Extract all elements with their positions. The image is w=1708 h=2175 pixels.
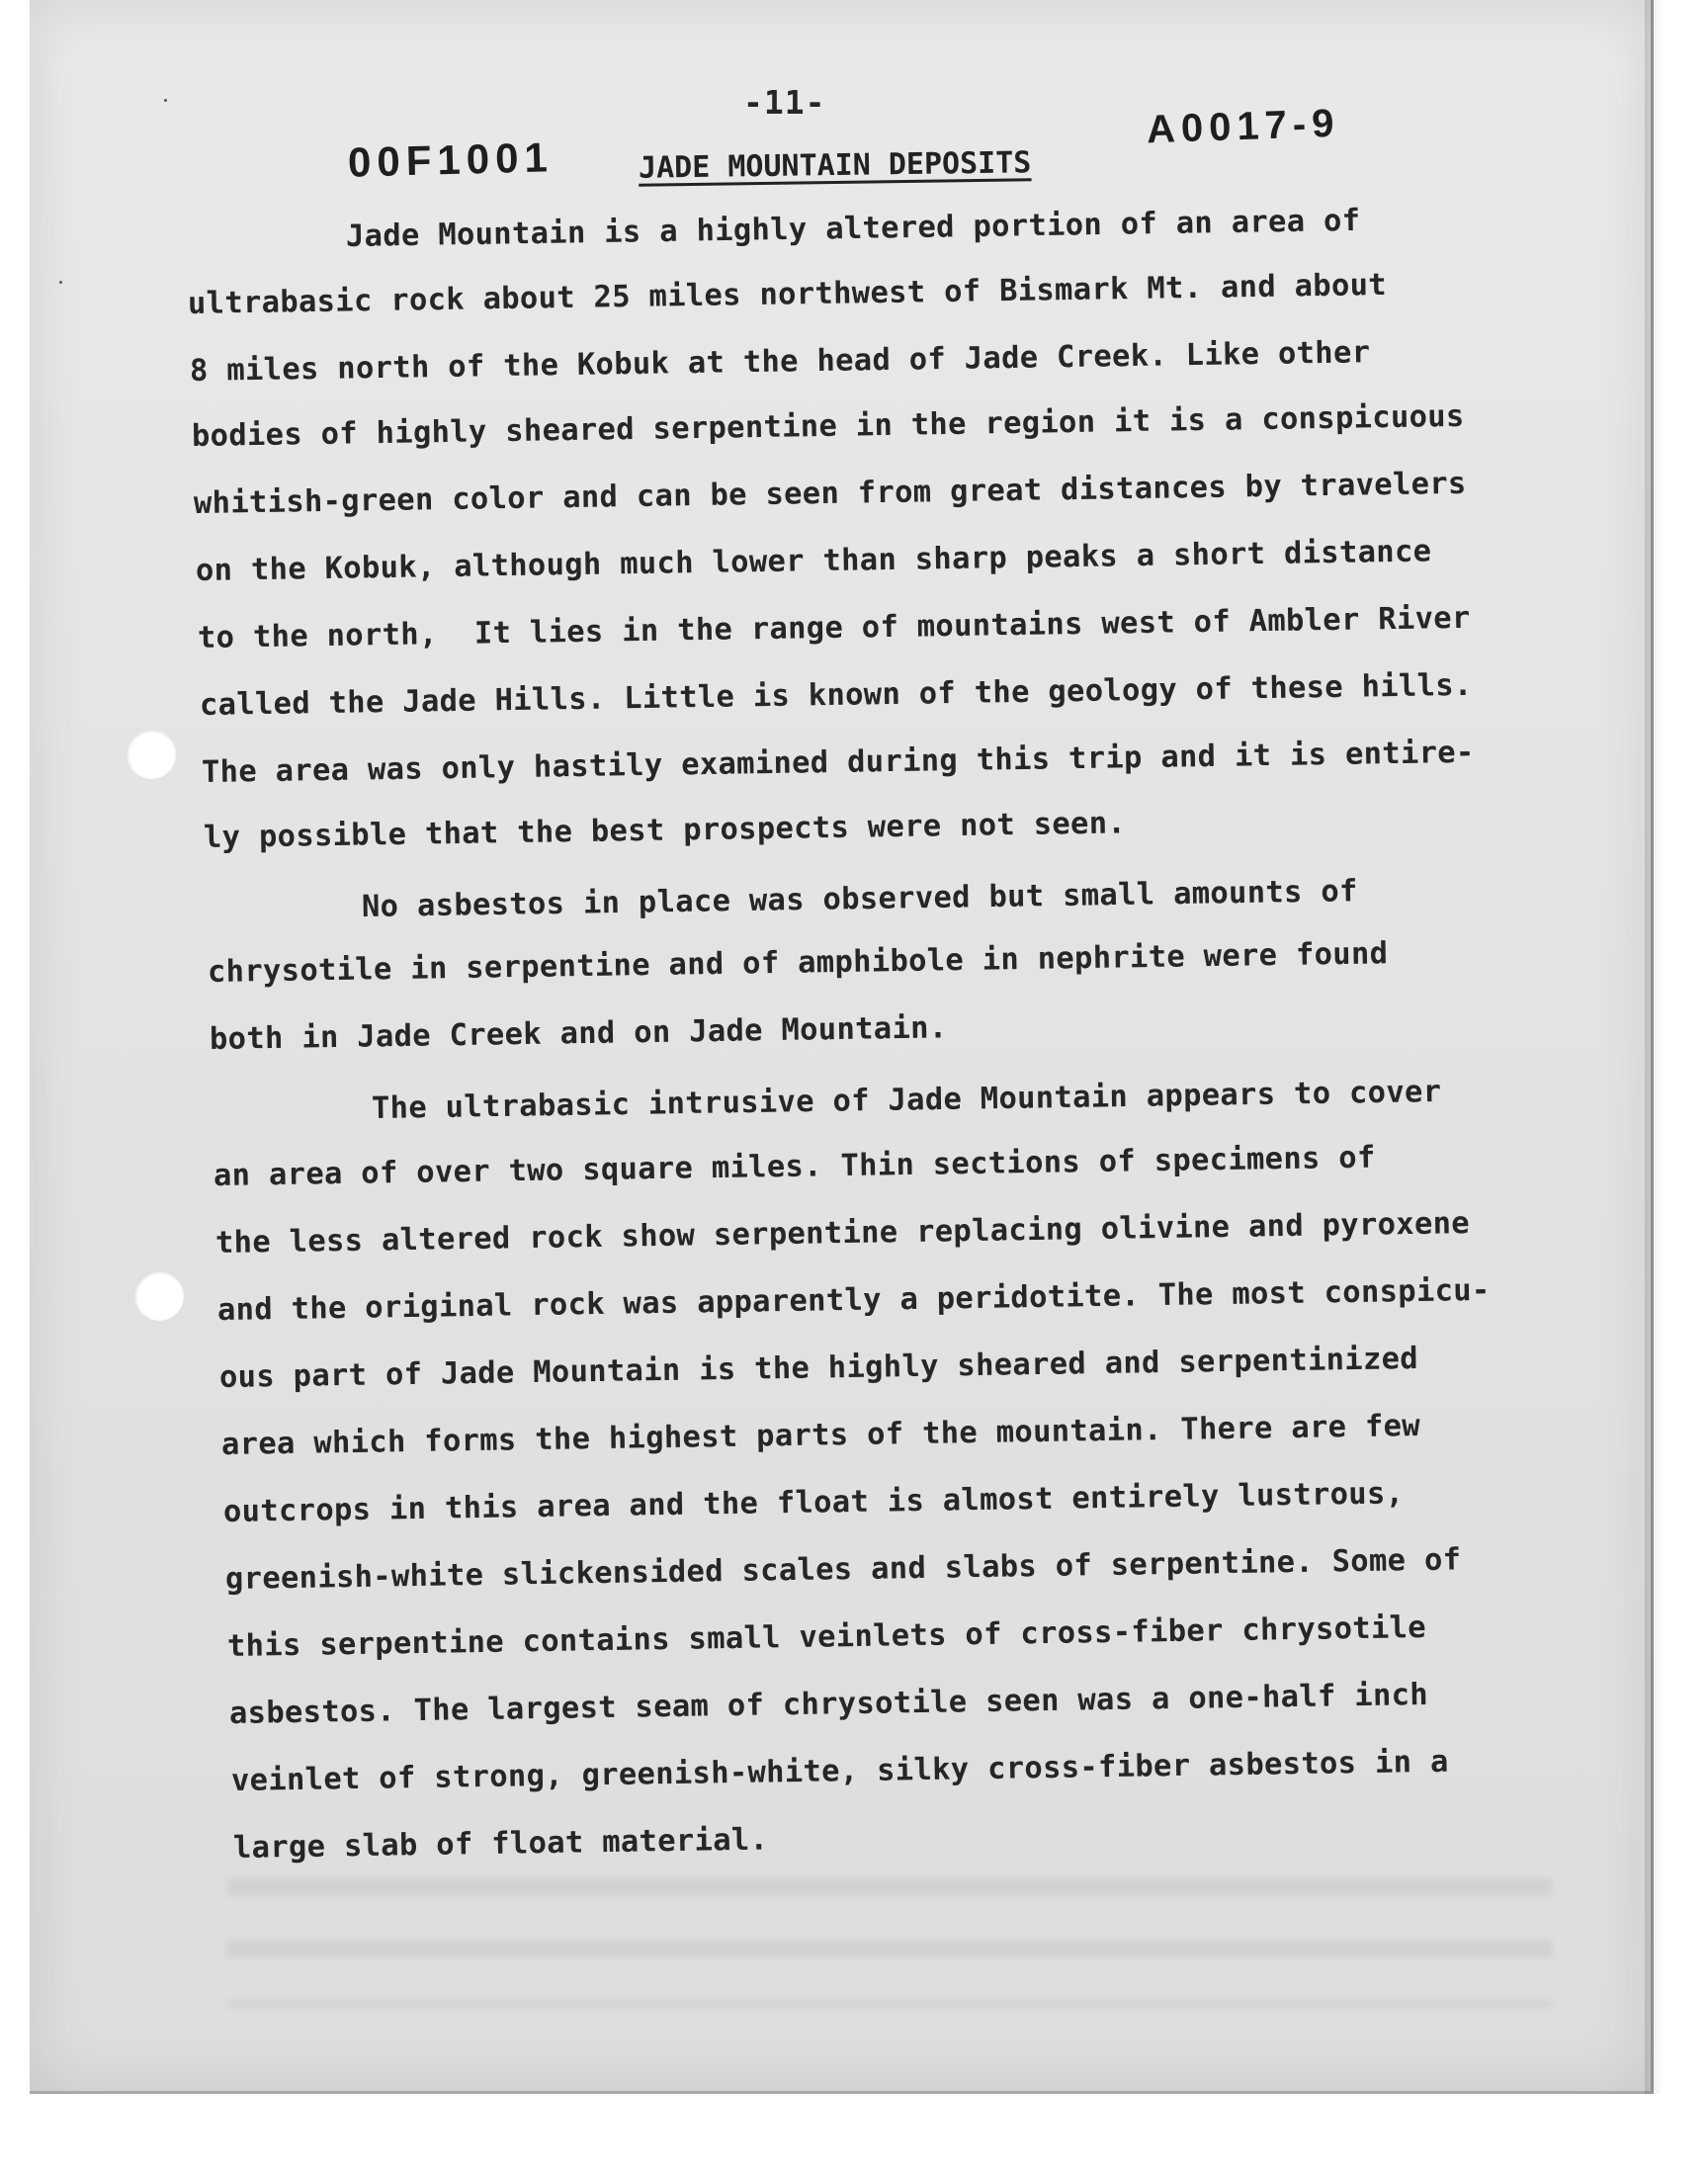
text-line: this serpentine contains small veinlets of cross-fiber chrysotile bbox=[226, 1610, 1427, 1664]
text-line: asbestos. The largest seam of chrysotile seen was a one-half inch bbox=[228, 1677, 1429, 1731]
punch-hole-icon bbox=[127, 730, 176, 779]
text-line: an area of over two square miles. Thin sections of specimens of bbox=[213, 1140, 1376, 1193]
text-line: veinlet of strong, greenish-white, silky cross-fiber asbestos in a bbox=[230, 1744, 1449, 1798]
text-line: to the north, It lies in the range of mountains west of Ambler River bbox=[197, 600, 1471, 655]
text-line: both in Jade Creek and on Jade Mountain. bbox=[209, 1010, 948, 1057]
text-line: chrysotile in serpentine and of amphibole in nephrite were found bbox=[207, 936, 1389, 990]
text-line: greenish-white slickensided scales and slabs of serpentine. Some of bbox=[224, 1542, 1462, 1597]
document-id-stamp-left: 00F1001 bbox=[347, 133, 555, 186]
text-line: Jade Mountain is a highly altered portion of an area of bbox=[345, 203, 1361, 254]
text-line: The area was only hastily examined during this trip and it is entire- bbox=[201, 735, 1475, 790]
punch-hole-icon bbox=[134, 1271, 184, 1321]
text-line: ultrabasic rock about 25 miles northwest of Bismark Mt. and about bbox=[187, 267, 1388, 321]
text-line: ous part of Jade Mountain is the highly sheared and serpentinized bbox=[218, 1341, 1419, 1395]
document-id-stamp-right: A0017-9 bbox=[1146, 101, 1341, 152]
text-line: whitish-green color and can be seen from great distances by travelers bbox=[193, 466, 1467, 521]
page-number: -11- bbox=[743, 83, 826, 122]
text-line: the less altered rock show serpentine replacing olivine and pyroxene bbox=[214, 1206, 1471, 1261]
page-title: JADE MOUNTAIN DEPOSITS bbox=[638, 145, 1032, 186]
text-line: bodies of highly sheared serpentine in the region it is a conspicuous bbox=[191, 398, 1465, 454]
scan-margin bbox=[0, 2094, 1708, 2175]
text-line: called the Jade Hills. Little is known of the geology of these hills. bbox=[199, 667, 1473, 723]
text-line: ly possible that the best prospects were not seen. bbox=[203, 806, 1127, 855]
page-edge-shadow bbox=[1645, 0, 1663, 2094]
text-line: area which forms the highest parts of the mountain. There are few bbox=[220, 1408, 1421, 1462]
text-line: and the original rock was apparently a peridotite. The most conspicu- bbox=[216, 1272, 1491, 1328]
text-line: on the Kobuk, although much lower than sharp peaks a short distance bbox=[195, 534, 1432, 588]
speck bbox=[164, 99, 167, 102]
text-line: The ultrabasic intrusive of Jade Mountain appears to cover bbox=[371, 1075, 1442, 1126]
text-line: No asbestos in place was observed but small amounts of bbox=[361, 874, 1358, 924]
text-line: 8 miles north of the Kobuk at the head of Jade Creek. Like other bbox=[189, 335, 1371, 389]
text-line: large slab of float material. bbox=[232, 1822, 769, 1866]
text-line: outcrops in this area and the float is almost entirely lustrous, bbox=[222, 1476, 1405, 1529]
bleed-through-text bbox=[227, 1878, 1552, 2007]
speck bbox=[59, 281, 62, 284]
